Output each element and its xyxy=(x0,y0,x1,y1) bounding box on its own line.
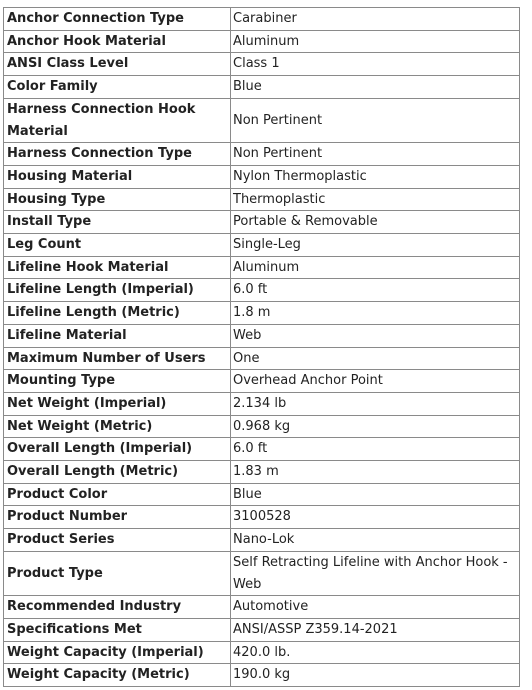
spec-value: 2.134 lb xyxy=(231,392,520,415)
spec-value: 420.0 lb. xyxy=(231,641,520,664)
spec-label: Overall Length (Imperial) xyxy=(4,438,231,461)
spec-label: Product Number xyxy=(4,506,231,529)
specifications-table xyxy=(3,7,520,687)
spec-row xyxy=(4,506,520,529)
spec-value: ANSI/ASSP Z359.14-2021 xyxy=(231,618,520,641)
spec-value: Aluminum xyxy=(231,256,520,279)
spec-value: Single-Leg xyxy=(231,234,520,257)
spec-label: Lifeline Length (Imperial) xyxy=(4,279,231,302)
spec-value: Web xyxy=(231,324,520,347)
spec-value: Portable & Removable xyxy=(231,211,520,234)
spec-row xyxy=(4,664,520,687)
spec-value: Aluminum xyxy=(231,30,520,53)
spec-row xyxy=(4,596,520,619)
spec-row xyxy=(4,8,520,31)
spec-value: Self Retracting Lifeline with Anchor Hook - Web xyxy=(231,551,520,595)
spec-label: Anchor Hook Material xyxy=(4,30,231,53)
spec-row xyxy=(4,618,520,641)
spec-row xyxy=(4,279,520,302)
spec-row xyxy=(4,551,520,595)
spec-value: Blue xyxy=(231,76,520,99)
spec-value: Carabiner xyxy=(231,8,520,31)
spec-row xyxy=(4,392,520,415)
spec-label: Weight Capacity (Metric) xyxy=(4,664,231,687)
spec-label: Color Family xyxy=(4,76,231,99)
spec-value: 3100528 xyxy=(231,506,520,529)
spec-label: Product Type xyxy=(4,551,231,595)
spec-row xyxy=(4,98,520,142)
spec-row xyxy=(4,324,520,347)
spec-value: Overhead Anchor Point xyxy=(231,370,520,393)
spec-value: Blue xyxy=(231,483,520,506)
spec-value: Automotive xyxy=(231,596,520,619)
spec-label: Lifeline Material xyxy=(4,324,231,347)
spec-label: Lifeline Hook Material xyxy=(4,256,231,279)
spec-row xyxy=(4,347,520,370)
spec-value: Nano-Lok xyxy=(231,529,520,552)
spec-label: ANSI Class Level xyxy=(4,53,231,76)
spec-row xyxy=(4,30,520,53)
spec-row xyxy=(4,370,520,393)
spec-label: Install Type xyxy=(4,211,231,234)
spec-label: Harness Connection Hook Material xyxy=(4,98,231,142)
spec-value: 1.83 m xyxy=(231,461,520,484)
spec-row xyxy=(4,483,520,506)
specifications-body xyxy=(4,8,520,687)
spec-row xyxy=(4,302,520,325)
spec-row xyxy=(4,143,520,166)
spec-label: Overall Length (Metric) xyxy=(4,461,231,484)
spec-row xyxy=(4,76,520,99)
spec-value: Thermoplastic xyxy=(231,188,520,211)
spec-label: Lifeline Length (Metric) xyxy=(4,302,231,325)
spec-row xyxy=(4,188,520,211)
spec-label: Harness Connection Type xyxy=(4,143,231,166)
spec-label: Housing Material xyxy=(4,165,231,188)
spec-row xyxy=(4,53,520,76)
spec-row xyxy=(4,256,520,279)
spec-value: 190.0 kg xyxy=(231,664,520,687)
spec-row xyxy=(4,211,520,234)
spec-row xyxy=(4,529,520,552)
spec-label: Weight Capacity (Imperial) xyxy=(4,641,231,664)
spec-value: 6.0 ft xyxy=(231,438,520,461)
spec-row xyxy=(4,234,520,257)
spec-label: Housing Type xyxy=(4,188,231,211)
spec-label: Product Series xyxy=(4,529,231,552)
spec-row xyxy=(4,641,520,664)
spec-value: 6.0 ft xyxy=(231,279,520,302)
spec-value: Class 1 xyxy=(231,53,520,76)
spec-label: Recommended Industry xyxy=(4,596,231,619)
spec-label: Anchor Connection Type xyxy=(4,8,231,31)
spec-label: Net Weight (Imperial) xyxy=(4,392,231,415)
spec-row xyxy=(4,415,520,438)
spec-label: Product Color xyxy=(4,483,231,506)
spec-row xyxy=(4,461,520,484)
spec-label: Leg Count xyxy=(4,234,231,257)
spec-row xyxy=(4,165,520,188)
spec-value: 0.968 kg xyxy=(231,415,520,438)
spec-value: Nylon Thermoplastic xyxy=(231,165,520,188)
spec-label: Maximum Number of Users xyxy=(4,347,231,370)
spec-label: Net Weight (Metric) xyxy=(4,415,231,438)
spec-value: Non Pertinent xyxy=(231,98,520,142)
spec-label: Specifications Met xyxy=(4,618,231,641)
spec-value: Non Pertinent xyxy=(231,143,520,166)
spec-row xyxy=(4,438,520,461)
spec-label: Mounting Type xyxy=(4,370,231,393)
spec-value: 1.8 m xyxy=(231,302,520,325)
spec-value: One xyxy=(231,347,520,370)
